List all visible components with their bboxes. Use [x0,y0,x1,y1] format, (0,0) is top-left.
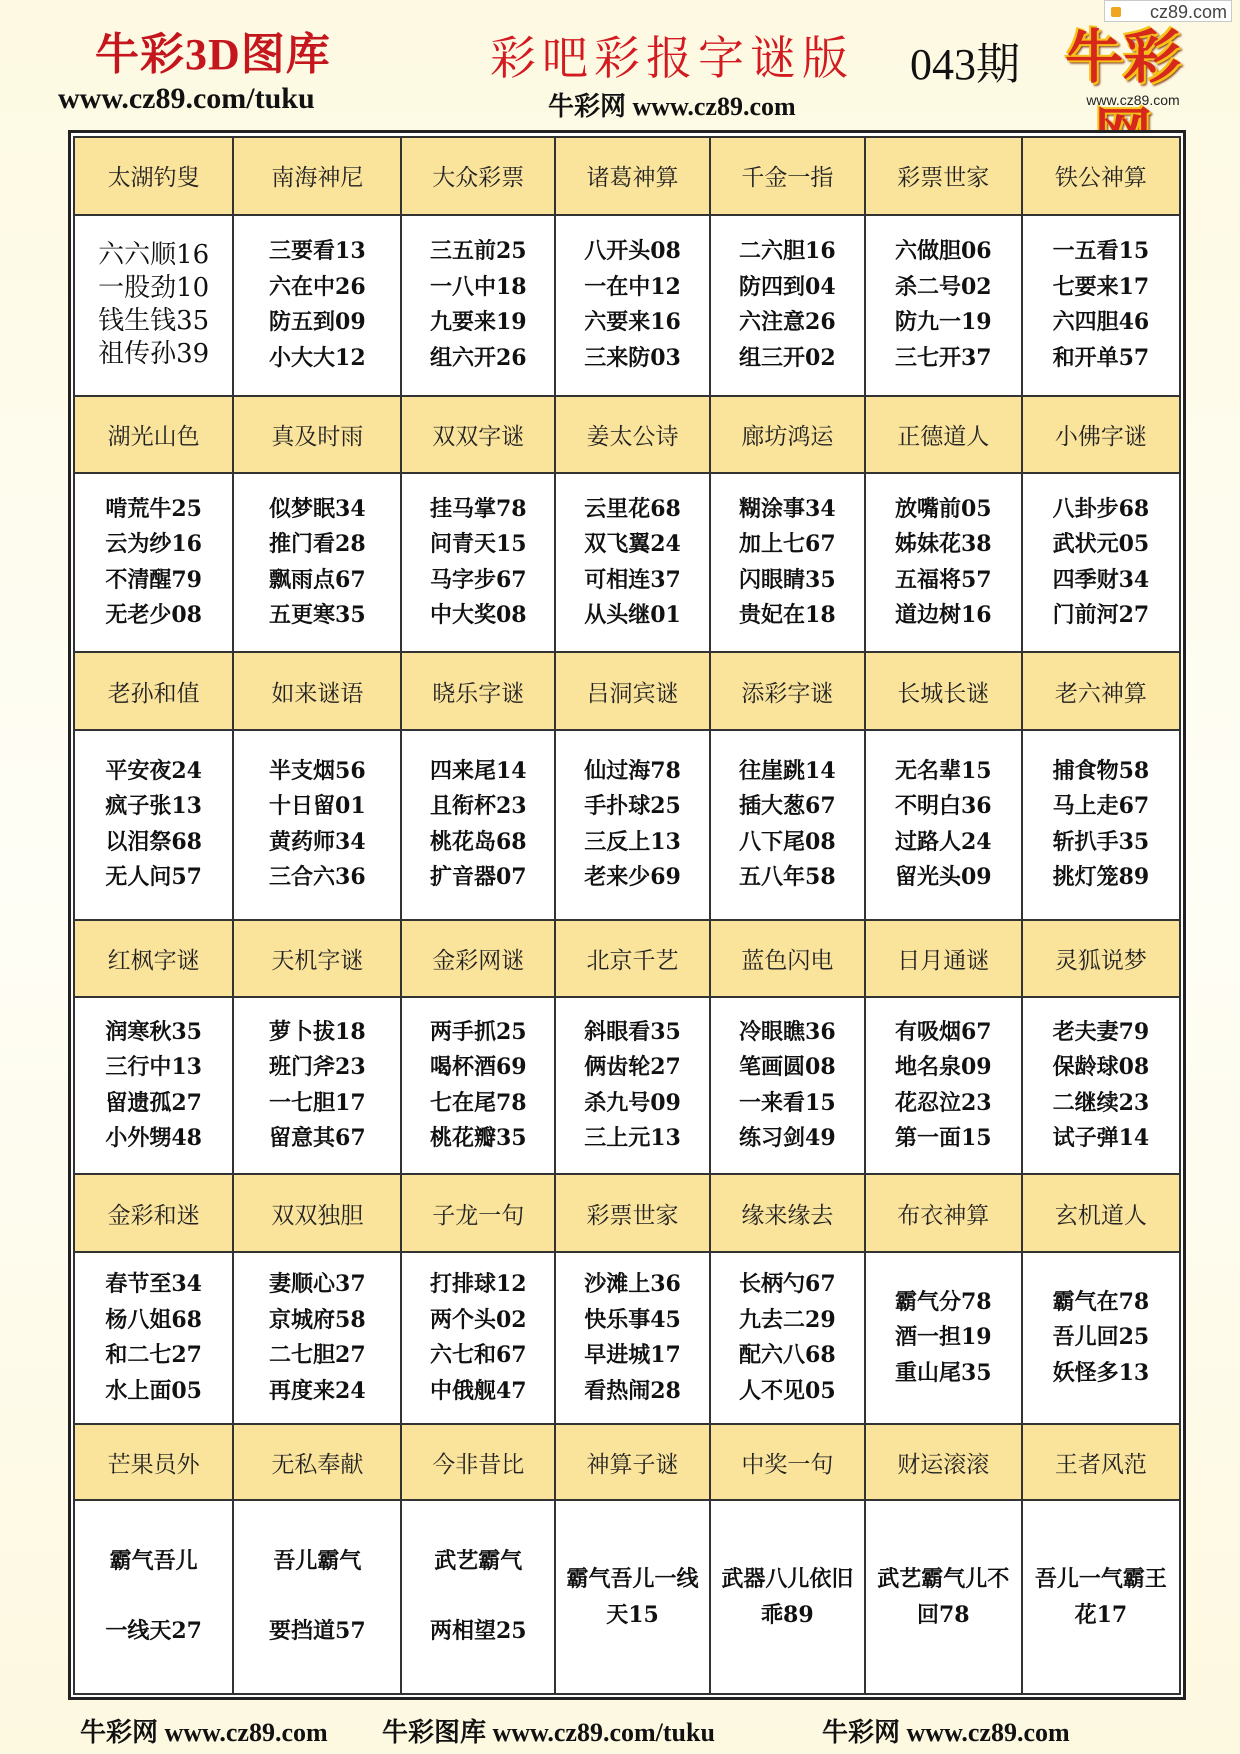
riddle-line: 六注意26 [739,309,836,336]
column-header: 铁公神算 [1022,137,1180,215]
riddle-line: 地名泉09 [894,1054,992,1081]
riddle-line: 小大大12 [269,344,366,371]
riddle-line: 平安夜24 [105,757,202,784]
riddle-line: 六做胆06 [894,238,992,265]
riddle-line: 门前河27 [1052,602,1150,629]
column-header: 湖光山色 [74,396,233,474]
riddle-cell [401,1500,555,1694]
logo-url: www.cz89.com [1086,92,1180,108]
riddle-line: 练习剑49 [739,1125,836,1152]
riddle-line: 两相望25 [429,1617,527,1644]
riddle-line: 武器八儿依旧乖89 [721,1565,854,1628]
riddle-line: 斜眼看35 [584,1018,681,1045]
column-header: 红枫字谜 [74,920,233,998]
riddle-cell [555,997,710,1174]
riddle-line: 以泪祭68 [105,828,202,855]
riddle-line: 霸气在78 [1052,1288,1150,1315]
riddle-line: 四来尾14 [429,757,527,784]
riddle-line: 老夫妻79 [1052,1018,1150,1045]
riddle-line: 八下尾08 [739,828,836,855]
riddle-line: 桃花瓣35 [429,1125,527,1152]
riddle-line: 过路人24 [894,828,992,855]
riddle-cell [74,473,233,652]
riddle-line: 第一面15 [894,1125,992,1152]
riddle-line: 七要来17 [1052,273,1150,300]
riddle-line: 推门看28 [269,531,366,558]
column-header: 吕洞宾谜 [555,652,710,730]
column-header: 千金一指 [710,137,865,215]
column-header: 姜太公诗 [555,396,710,474]
riddle-line: 班门斧23 [269,1054,366,1081]
riddle-line: 两手抓25 [429,1018,527,1045]
riddle-line: 九去二29 [739,1306,836,1333]
riddle-line: 留意其67 [269,1125,366,1152]
riddle-cell [865,473,1022,652]
riddle-cell [865,1500,1022,1694]
riddle-line: 不明白36 [894,793,992,820]
column-header: 添彩字谜 [710,652,865,730]
riddle-cell [555,473,710,652]
column-header: 金彩和迷 [74,1174,233,1252]
riddle-line: 不清醒79 [105,566,202,593]
column-header: 如来谜语 [233,652,401,730]
riddle-line: 要挡道57 [269,1617,366,1644]
riddle-line: 钱生钱35 [98,306,210,337]
riddle-line: 贵妃在18 [739,602,836,629]
riddle-cell [865,215,1022,396]
riddle-cell [74,215,233,396]
riddle-cell [865,997,1022,1174]
column-header: 中奖一句 [710,1424,865,1499]
riddle-line: 道边树16 [894,602,992,629]
riddle-line: 糊涂事34 [739,495,836,522]
column-header: 金彩网谜 [401,920,555,998]
riddle-line: 云为纱16 [105,531,202,558]
riddle-cell [401,215,555,396]
riddle-line: 武艺霸气 [434,1548,523,1575]
riddle-line: 二七胆27 [269,1342,366,1369]
column-header: 无私奉献 [233,1424,401,1499]
riddle-line: 插大葱67 [739,793,836,820]
riddle-line: 防九一19 [894,309,992,336]
riddle-cell [401,473,555,652]
riddle-line: 无老少08 [105,602,202,629]
column-header: 神算子谜 [555,1424,710,1499]
riddle-line: 扩音器07 [429,864,527,891]
riddle-cell [74,1500,233,1694]
riddle-line: 姊妹花38 [894,531,992,558]
riddle-line: 飘雨点67 [269,566,366,593]
riddle-line: 捕食物58 [1052,757,1150,784]
column-header: 缘来缘去 [710,1174,865,1252]
column-header: 老孙和值 [74,652,233,730]
riddle-line: 试子弹14 [1052,1125,1150,1152]
badge-text: cz89.com [1149,2,1227,22]
riddle-line: 妖怪多13 [1052,1359,1150,1386]
riddle-line: 杀二号02 [894,273,992,300]
riddle-line: 三行中13 [105,1054,202,1081]
riddle-line: 啃荒牛25 [105,495,202,522]
riddle-line: 五八年58 [739,864,836,891]
riddle-cell [555,1252,710,1425]
column-header: 双双字谜 [401,396,555,474]
riddle-cell [710,730,865,920]
riddle-cell [1022,215,1180,396]
column-header: 双双独胆 [233,1174,401,1252]
riddle-line: 有吸烟67 [894,1018,992,1045]
column-header: 彩票世家 [555,1174,710,1252]
riddle-cell [710,1252,865,1425]
riddle-line: 六四胆46 [1052,309,1150,336]
riddle-line: 春节至34 [105,1271,202,1298]
riddle-line: 桃花岛68 [429,828,527,855]
riddle-line: 吾儿霸气 [273,1548,362,1575]
site-title: 牛彩3D图库 [95,30,331,79]
riddle-cell [555,1500,710,1694]
column-header: 诸葛神算 [555,137,710,215]
riddle-cell [233,730,401,920]
riddle-cell [74,997,233,1174]
column-header: 玄机道人 [1022,1174,1180,1252]
riddle-cell [555,215,710,396]
riddle-line: 中俄舰47 [429,1377,527,1404]
riddle-line: 润寒秋35 [105,1018,202,1045]
riddle-line: 再度来24 [269,1377,366,1404]
riddle-line: 水上面05 [105,1377,202,1404]
riddle-line: 一来看15 [739,1089,836,1116]
riddle-line: 妻顺心37 [269,1271,366,1298]
riddle-line: 斩扒手35 [1052,828,1150,855]
riddle-line: 打排球12 [429,1271,527,1298]
column-header: 今非昔比 [401,1424,555,1499]
riddle-line: 放嘴前05 [894,495,992,522]
riddle-line: 八开头08 [584,238,681,265]
riddle-line: 马上走67 [1052,793,1150,820]
riddle-line: 闪眼睛35 [739,566,836,593]
column-header: 财运滚滚 [865,1424,1022,1499]
logo-text: 牛彩 [1064,23,1181,91]
riddle-line: 四季财34 [1052,566,1150,593]
riddle-cell [555,730,710,920]
riddle-cell [1022,997,1180,1174]
riddle-line: 问青天15 [429,531,527,558]
riddle-line: 一线天27 [105,1617,202,1644]
riddle-line: 酒一担19 [894,1324,992,1351]
issue-number: 043期 [910,40,1020,89]
riddle-line: 沙滩上36 [584,1271,681,1298]
riddle-line: 云里花68 [584,495,681,522]
riddle-line: 双飞翼24 [584,531,681,558]
column-header: 子龙一句 [401,1174,555,1252]
riddle-cell [401,730,555,920]
riddle-cell [1022,473,1180,652]
riddle-line: 小外甥48 [105,1125,202,1152]
riddle-line: 马字步67 [429,566,527,593]
riddle-line: 霸气吾儿一线天15 [566,1565,699,1628]
riddle-line: 五更寒35 [269,602,366,629]
riddle-line: 吾儿一气霸王花17 [1034,1565,1167,1628]
riddle-line: 防五到09 [269,309,366,336]
riddle-line: 挑灯笼89 [1052,864,1150,891]
column-header: 芒果员外 [74,1424,233,1499]
riddle-line: 留光头09 [894,864,992,891]
footer-link-right[interactable]: 牛彩网 www.cz89.com [822,1718,1070,1747]
badge-icon [1111,7,1121,17]
riddle-cell [710,473,865,652]
riddle-line: 三五前25 [429,238,527,265]
riddle-line: 似梦眠34 [269,495,366,522]
page-title: 彩吧彩报字谜版 [490,31,854,85]
riddle-line: 十日留01 [269,793,366,820]
column-header: 王者风范 [1022,1424,1180,1499]
riddle-line: 二六胆16 [739,238,836,265]
riddle-line: 六在中26 [269,273,366,300]
column-header: 蓝色闪电 [710,920,865,998]
riddle-line: 花忍泣23 [894,1089,992,1116]
riddle-line: 重山尾35 [894,1359,992,1386]
riddle-line: 六六顺16 [98,240,210,271]
footer-link-left[interactable]: 牛彩网 www.cz89.com [80,1718,328,1747]
riddle-cell [1022,730,1180,920]
riddle-line: 仙过海78 [584,757,681,784]
riddle-cell [1022,1252,1180,1425]
column-header: 日月通谜 [865,920,1022,998]
riddle-line: 一八中18 [429,273,527,300]
riddle-line: 杨八姐68 [105,1306,202,1333]
riddle-line: 一股劲10 [98,273,210,304]
riddle-cell [1022,1500,1180,1694]
column-header: 小佛字谜 [1022,396,1180,474]
riddle-cell [401,997,555,1174]
brand-logo [1048,18,1198,110]
riddle-line: 无人问57 [105,864,202,891]
riddle-line: 挂马掌78 [429,495,527,522]
riddle-line: 组三开02 [739,344,836,371]
riddle-line: 冷眼瞧36 [739,1018,836,1045]
riddle-line: 吾儿回25 [1052,1324,1150,1351]
riddle-line: 六要来16 [584,309,681,336]
riddle-line: 京城府58 [269,1306,366,1333]
riddle-line: 三合六36 [269,864,366,891]
riddle-cell [233,997,401,1174]
riddle-line: 祖传孙39 [98,339,210,370]
riddle-line: 防四到04 [739,273,836,300]
subtitle-url[interactable]: 牛彩网 www.cz89.com [548,92,796,121]
riddle-cell [865,1252,1022,1425]
site-url-link[interactable]: www.cz89.com/tuku [58,82,315,115]
riddle-line: 三七开37 [894,344,992,371]
riddle-cell [710,997,865,1174]
riddle-line: 和开单57 [1052,344,1150,371]
riddle-line: 笔画圆08 [739,1054,836,1081]
column-header: 北京千艺 [555,920,710,998]
riddle-line: 三要看13 [269,238,366,265]
riddle-line: 留遗孤27 [105,1089,202,1116]
riddle-line: 三来防03 [584,344,681,371]
riddle-line: 黄药师34 [269,828,366,855]
riddle-line: 两个头02 [429,1306,527,1333]
riddle-cell [74,1252,233,1425]
riddle-line: 一七胆17 [269,1089,366,1116]
column-header: 布衣神算 [865,1174,1022,1252]
riddle-line: 中大奖08 [429,602,527,629]
column-header: 廊坊鸿运 [710,396,865,474]
riddle-table [73,136,1181,1695]
riddle-cell [233,215,401,396]
column-header: 大众彩票 [401,137,555,215]
riddle-line: 三反上13 [584,828,681,855]
riddle-line: 加上七67 [739,531,836,558]
riddle-line: 杀九号09 [584,1089,681,1116]
riddle-line: 从头继01 [584,602,681,629]
riddle-line: 老来少69 [584,864,681,891]
riddle-line: 看热闹28 [584,1377,681,1404]
riddle-line: 往崖跳14 [739,757,836,784]
riddle-line: 喝杯酒69 [429,1054,527,1081]
riddle-cell [233,1500,401,1694]
riddle-cell [710,215,865,396]
riddle-line: 七在尾78 [429,1089,527,1116]
column-header: 老六神算 [1022,652,1180,730]
riddle-line: 武艺霸气儿不回78 [877,1565,1010,1628]
footer-link-middle[interactable]: 牛彩图库 www.cz89.com/tuku [382,1718,715,1747]
riddle-line: 一五看15 [1052,238,1150,265]
riddle-cell [74,730,233,920]
column-header: 灵狐说梦 [1022,920,1180,998]
riddle-line: 无名辈15 [894,757,992,784]
watermark-badge [1104,0,1232,22]
riddle-line: 早进城17 [584,1342,681,1369]
riddle-line: 快乐事45 [584,1306,681,1333]
riddle-line: 霸气吾儿 [109,1548,198,1575]
riddle-cell [233,473,401,652]
riddle-cell [401,1252,555,1425]
riddle-line: 人不见05 [739,1377,836,1404]
riddle-line: 长柄勺67 [739,1271,836,1298]
riddle-line: 八卦步68 [1052,495,1150,522]
column-header: 天机字谜 [233,920,401,998]
riddle-line: 保龄球08 [1052,1054,1150,1081]
column-header: 太湖钓叟 [74,137,233,215]
riddle-line: 三上元13 [584,1125,681,1152]
riddle-line: 疯子张13 [105,793,202,820]
column-header: 南海神尼 [233,137,401,215]
riddle-line: 俩齿轮27 [584,1054,681,1081]
riddle-cell [233,1252,401,1425]
riddle-line: 武状元05 [1052,531,1150,558]
riddle-line: 可相连37 [584,566,681,593]
column-header: 长城长谜 [865,652,1022,730]
column-header: 彩票世家 [865,137,1022,215]
riddle-line: 一在中12 [584,273,681,300]
riddle-line: 且衔杯23 [429,793,527,820]
riddle-line: 组六开26 [429,344,527,371]
riddle-line: 萝卜拔18 [269,1018,366,1045]
riddle-line: 配六八68 [739,1342,836,1369]
riddle-line: 九要来19 [429,309,527,336]
riddle-cell [865,730,1022,920]
riddle-line: 霸气分78 [894,1288,992,1315]
riddle-line: 六七和67 [429,1342,527,1369]
riddle-line: 二继续23 [1052,1089,1150,1116]
column-header: 正德道人 [865,396,1022,474]
riddle-line: 和二七27 [105,1342,202,1369]
riddle-line: 半支烟56 [269,757,366,784]
column-header: 晓乐字谜 [401,652,555,730]
riddle-cell [710,1500,865,1694]
riddle-line: 手扑球25 [584,793,681,820]
column-header: 真及时雨 [233,396,401,474]
riddle-line: 五福将57 [894,566,992,593]
